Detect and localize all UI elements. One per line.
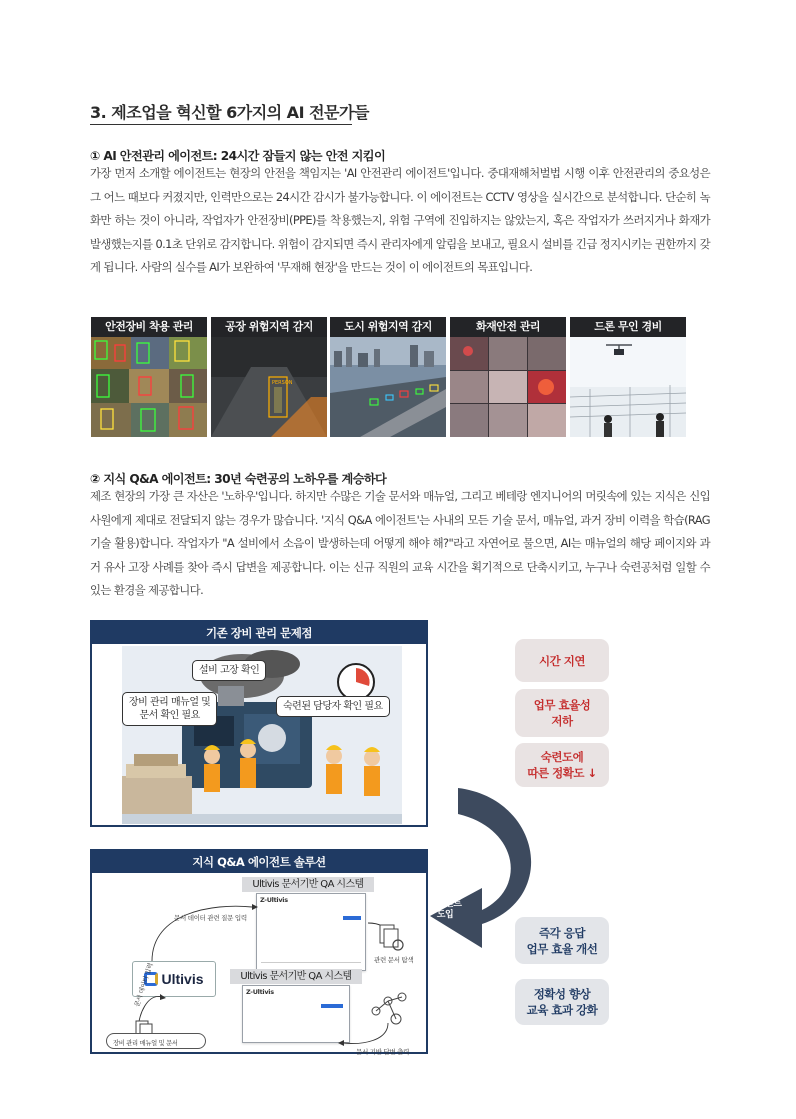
problem-panel-title: 기존 장비 관리 문제점: [92, 622, 426, 644]
step-query-label: 문서 데이터 관련 질문 입력: [174, 914, 247, 922]
benefit-pill-response: 즉각 응답 업무 효율 개선: [515, 917, 609, 964]
system-label-top: Ultivis 문서기반 QA 시스템: [242, 877, 374, 892]
docs-box: [106, 1033, 206, 1049]
step-search-label: 관련 문서 탐색: [374, 956, 414, 964]
screen-header: Z-Ultivis: [260, 896, 288, 904]
item2-title: ② 지식 Q&A 에이전트: 30년 숙련공의 노하우를 계승하다: [90, 472, 387, 486]
city-danger-image: [330, 337, 446, 437]
item2-body: 제조 현장의 가장 큰 자산은 '노하우'입니다. 하지만 수많은 기술 문서와 매뉴얼, 그리고 베테랑 엔지니어의 머릿속에 있는 지식은 신입 사원에게 제대로 전달되지 않는 경우가 많습니다. '지식 Q&A 에이전트'는 사내의 모든 기술 문서, 매뉴얼, 과거 장비 이력을 학습(RAG 기술 활용)합니다. 작업자가 "A 설비에서 소음이 발생하는데 어떻게 해야 해?"라고 자연어로 물으면, AI는 매뉴얼의 해당 페이지와 과거 유사 고장 사례를 찾아 즉시 답변을 제공합니다. 이는 신규 직원의 교육 시간을 획기적으로 단축시키고, 누구나 숙련공처럼 일할 수 있는 환경을 제공합니다.: [90, 489, 710, 598]
section-title: 3. 제조업을 혁신할 6가지의 AI 전문가들: [90, 103, 369, 122]
bubble-breakdown: 설비 고장 확인: [192, 660, 266, 681]
strip-label: 드론 무인 경비: [570, 317, 686, 337]
strip-city: [330, 317, 446, 437]
strip-label: 공장 위험지역 감지: [211, 317, 327, 337]
transition-label: Q&A 에이전트 도입: [428, 888, 462, 920]
strip-fire: [450, 317, 566, 437]
bubble-manual: 장비 관리 매뉴얼 및 문서 확인 필요: [122, 692, 217, 726]
factory-danger-image: [211, 337, 327, 437]
section-underline: [90, 124, 352, 125]
ultivis-logo-text: Ultivis: [161, 971, 204, 987]
drone-guard-image: [570, 337, 686, 437]
bubble-expert: 숙련된 담당자 확인 필요: [276, 696, 390, 717]
step-answer-label: 문서 기반 답변 출력: [356, 1048, 410, 1056]
docs-label: 장비 관리 매뉴얼 및 문서: [113, 1040, 178, 1047]
document-search-icon: [380, 925, 403, 950]
person-tag: PERSON: [272, 380, 293, 386]
benefit-pill-accuracy: 정확성 향상 교육 효과 강화: [515, 979, 609, 1025]
item1-body: 가장 먼저 소개할 에이전트는 현장의 안전을 책임지는 'AI 안전관리 에이전트'입니다. 중대재해처벌법 시행 이후 안전관리의 중요성은 그 어느 때보다 커졌지만, 인력만으로는 24시간 감시가 불가능합니다. 이 에이전트는 CCTV 영상을 실시간으로 분석합니다. 단순히 녹화만 하는 것이 아니라, 작업자가 안전장비(PPE)를 착용했는지, 위험 구역에 진입하지는 않았는지, 혹은 작업자가 쓰러지거나 화재가 발생했는지를 0.1초 단위로 감지합니다. 위험이 감지되면 즉시 관리자에게 알림을 보내고, 필요시 설비를 긴급 정지시키는 권한까지 갖게 됩니다. 사람의 실수를 AI가 보완하여 '무재해 현장'을 만드는 것이 이 에이전트의 목표입니다.: [90, 166, 710, 275]
problem-pill-efficiency: 업무 효율성 저하: [515, 689, 609, 737]
fire-safety-image: [450, 337, 566, 437]
problem-pill-accuracy: 숙련도에 따른 정확도 ↓: [515, 743, 609, 787]
ppe-detection-image: [91, 337, 207, 437]
strip-ppe: [91, 317, 207, 437]
solution-panel: [90, 849, 428, 1054]
strip-factory: [211, 317, 327, 437]
strip-label: 도시 위험지역 감지: [330, 317, 446, 337]
strip-label: 화재안전 관리: [450, 317, 566, 337]
problem-panel: [90, 620, 428, 827]
solution-panel-title: 지식 Q&A 에이전트 솔루션: [92, 851, 426, 873]
strip-label: 안전장비 착용 관리: [91, 317, 207, 337]
network-gears-icon: [372, 993, 406, 1024]
step-ingest-label: 문서 데이터 입력: [132, 962, 155, 1008]
strip-drone: [570, 317, 686, 437]
item1-title: ① AI 안전관리 에이전트: 24시간 잠들지 않는 안전 지킴이: [90, 149, 386, 163]
system-label-bottom: Ultivis 문서기반 QA 시스템: [230, 969, 362, 984]
problem-pill-delay: 시간 지연: [515, 639, 609, 682]
screen-header: Z-Ultivis: [246, 988, 274, 996]
